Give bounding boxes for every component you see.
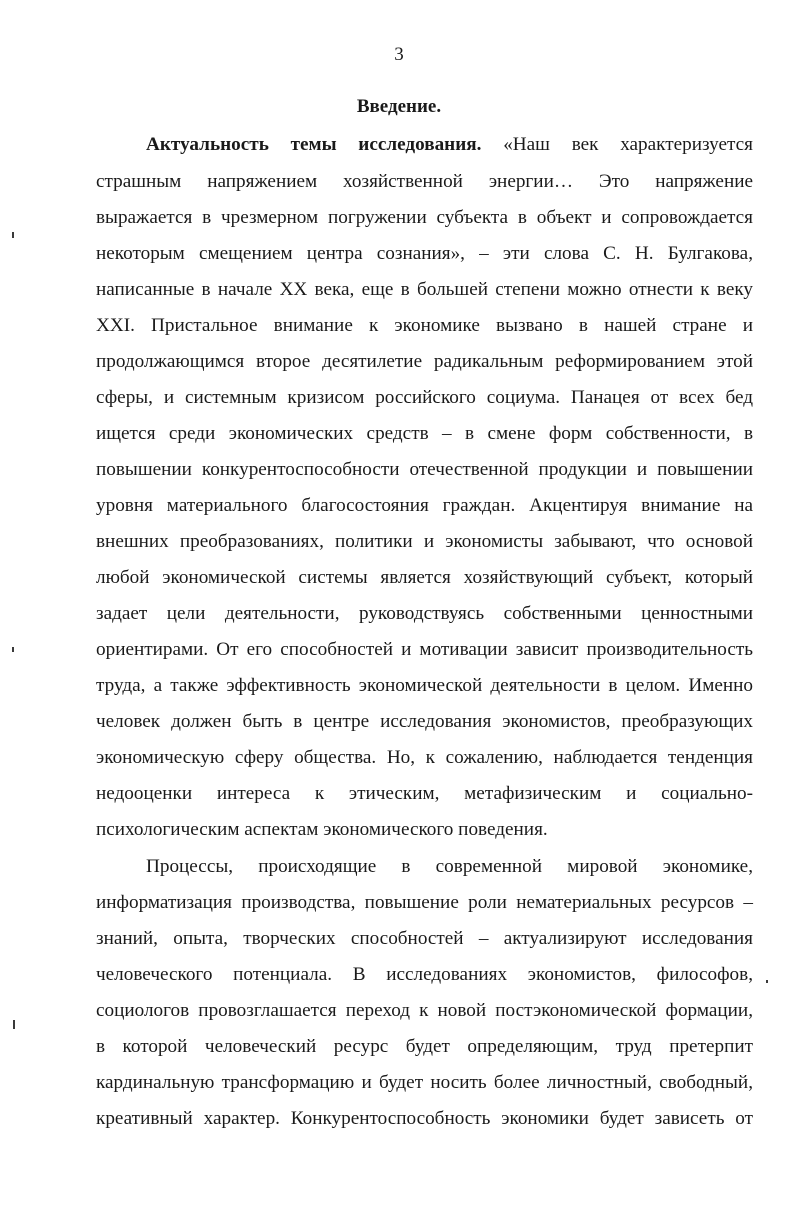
paragraph-1-line-3: выражается в чрезмерном погружении субъекта в объект и сопровождается xyxy=(96,207,753,228)
paragraph-1-line-19: недооценки интереса к этическим, метафизическим и социально- xyxy=(96,783,753,804)
scan-speck xyxy=(12,647,14,652)
paragraph-1-line-15: ориентирами. От его способностей и мотивации зависит производительность xyxy=(96,639,753,660)
scan-speck xyxy=(766,980,768,983)
paragraph-2-line-4: человеческого потенциала. В исследованиях экономистов, философов, xyxy=(96,964,753,985)
section-heading: Введение. xyxy=(356,96,442,117)
paragraph-1-line-10: повышении конкурентоспособности отечественной продукции и повышении xyxy=(96,459,753,480)
paragraph-1-line-2: страшным напряжением хозяйственной энергии… Это напряжение xyxy=(96,171,753,192)
paragraph-2-line-5: социологов провозглашается переход к новой постэкономической формации, xyxy=(96,1000,753,1021)
paragraph-1-line-13: любой экономической системы является хозяйствующий субъект, который xyxy=(96,567,753,588)
page-number: 3 xyxy=(394,44,404,65)
paragraph-1-line-5: написанные в начале XX века, еще в большей степени можно отнести к веку xyxy=(96,279,753,300)
paragraph-1-line-20: психологическим аспектам экономического поведения. xyxy=(96,819,548,840)
paragraph-1-line-16: труда, а также эффективность экономической деятельности в целом. Именно xyxy=(96,675,753,696)
paragraph-1-line-4: некоторым смещением центра сознания», – эти слова С. Н. Булгакова, xyxy=(96,243,753,264)
paragraph-1-line-9: ищется среди экономических средств – в смене форм собственности, в xyxy=(96,423,753,444)
paragraph-1-line-12: внешних преобразованиях, политики и экономисты забывают, что основой xyxy=(96,531,753,552)
paragraph-1-line-1 xyxy=(146,133,753,157)
paragraph-1-line-17: человек должен быть в центре исследования экономистов, преобразующих xyxy=(96,711,753,732)
scan-speck xyxy=(13,1020,15,1029)
paragraph-2-line-8: креативный характер. Конкурентоспособность экономики будет зависеть от xyxy=(96,1108,753,1129)
paragraph-2-line-7: кардинальную трансформацию и будет носить более личностный, свободный, xyxy=(96,1072,753,1093)
lead-bold-phrase: Актуальность темы исследования. xyxy=(146,134,482,155)
scan-speck xyxy=(12,232,14,238)
paragraph-1-line-6: XXI. Пристальное внимание к экономике вызвано в нашей стране и xyxy=(96,315,753,336)
paragraph-2-line-1: Процессы, происходящие в современной мировой экономике, xyxy=(146,856,753,877)
paragraph-1-line-8: сферы, и системным кризисом российского социума. Панацея от всех бед xyxy=(96,387,753,408)
paragraph-1-line-7: продолжающимся второе десятилетие радикальным реформированием этой xyxy=(96,351,753,372)
line-text: «Наш век характеризуется xyxy=(481,134,753,155)
paragraph-2-line-3: знаний, опыта, творческих способностей – актуализируют исследования xyxy=(96,928,753,949)
paragraph-1-line-14: задает цели деятельности, руководствуясь собственными ценностными xyxy=(96,603,753,624)
paragraph-2-line-6: в которой человеческий ресурс будет определяющим, труд претерпит xyxy=(96,1036,753,1057)
paragraph-1-line-18: экономическую сферу общества. Но, к сожалению, наблюдается тенденция xyxy=(96,747,753,768)
paragraph-2-line-2: информатизация производства, повышение роли нематериальных ресурсов – xyxy=(96,892,753,913)
paragraph-1-line-11: уровня материального благосостояния граждан. Акцентируя внимание на xyxy=(96,495,753,516)
